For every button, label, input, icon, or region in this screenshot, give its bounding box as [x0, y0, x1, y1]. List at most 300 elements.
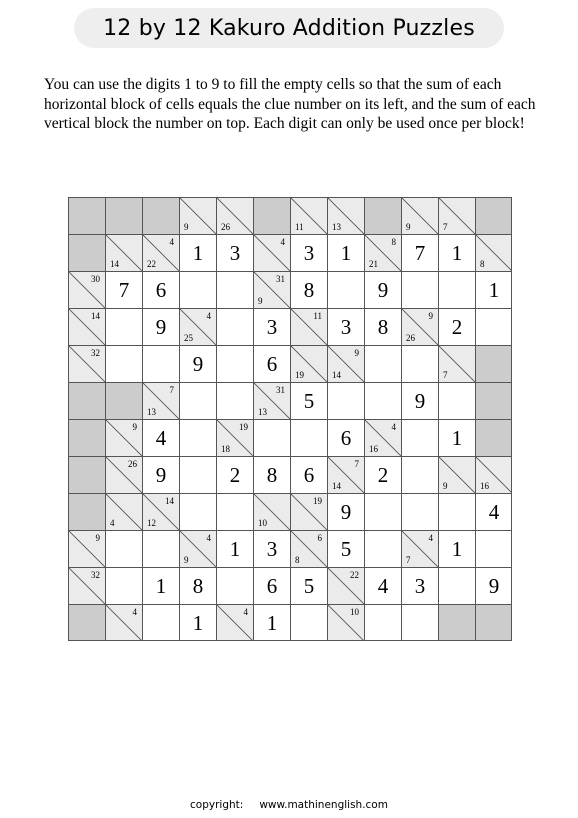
- cell-digit: 1: [451, 536, 463, 561]
- across-clue: 26: [128, 459, 137, 469]
- down-clue: 13: [147, 407, 156, 417]
- down-clue: 16: [369, 444, 378, 454]
- across-clue: 9: [428, 311, 433, 321]
- cell-digit: [217, 568, 253, 604]
- answer-cell[interactable]: [365, 383, 402, 420]
- answer-cell[interactable]: [402, 568, 439, 605]
- down-clue: 13: [332, 222, 341, 232]
- cell-digit: 2: [377, 462, 389, 487]
- answer-cell[interactable]: [217, 235, 254, 272]
- cell-digit: [143, 346, 179, 382]
- block-cell: [106, 383, 143, 420]
- answer-cell[interactable]: [402, 420, 439, 457]
- clue-cell: [365, 420, 402, 457]
- block-cell: [69, 383, 106, 420]
- answer-cell[interactable]: [402, 346, 439, 383]
- block-cell: [476, 420, 512, 457]
- clue-cell: [254, 494, 291, 531]
- cell-digit: [328, 272, 364, 308]
- across-clue: 30: [91, 274, 100, 284]
- diagonal-divider: [291, 494, 328, 531]
- answer-cell[interactable]: [217, 309, 254, 346]
- answer-cell[interactable]: [402, 457, 439, 494]
- answer-cell[interactable]: [180, 383, 217, 420]
- cell-digit: 1: [266, 610, 278, 635]
- clue-cell: [291, 198, 328, 235]
- block-cell: [365, 198, 402, 235]
- clue-cell: [291, 494, 328, 531]
- answer-cell[interactable]: [143, 309, 180, 346]
- cell-digit: [217, 272, 253, 308]
- answer-cell[interactable]: [291, 420, 328, 457]
- answer-cell[interactable]: [143, 605, 180, 641]
- cell-digit: 1: [155, 573, 167, 598]
- cell-digit: 9: [192, 351, 204, 376]
- block-cell: [69, 420, 106, 457]
- down-clue: 14: [332, 370, 341, 380]
- across-clue: 8: [391, 237, 396, 247]
- across-clue: 22: [350, 570, 359, 580]
- page-title: 12 by 12 Kakuro Addition Puzzles: [74, 8, 504, 48]
- across-clue: 10: [350, 607, 359, 617]
- cell-digit: [402, 420, 438, 456]
- answer-cell[interactable]: [365, 272, 402, 309]
- block-cell: [476, 346, 512, 383]
- cell-digit: 4: [488, 499, 500, 524]
- clue-cell: [217, 420, 254, 457]
- cell-digit: 1: [451, 240, 463, 265]
- cell-digit: 4: [377, 573, 389, 598]
- down-clue: 9: [258, 296, 263, 306]
- block-cell: [143, 198, 180, 235]
- cell-digit: 8: [266, 462, 278, 487]
- answer-cell[interactable]: [476, 568, 512, 605]
- cell-digit: 5: [303, 573, 315, 598]
- cell-digit: 3: [414, 573, 426, 598]
- cell-digit: [291, 605, 327, 641]
- cell-digit: 8: [377, 314, 389, 339]
- clue-cell: [69, 531, 106, 568]
- cell-digit: [365, 605, 401, 641]
- block-cell: [476, 605, 512, 641]
- down-clue: 26: [221, 222, 230, 232]
- down-clue: 26: [406, 333, 415, 343]
- answer-cell[interactable]: [291, 272, 328, 309]
- across-clue: 9: [95, 533, 100, 543]
- diagonal-divider: [328, 568, 365, 605]
- diagonal-divider: [106, 457, 143, 494]
- cell-digit: [180, 457, 216, 493]
- across-clue: 4: [206, 533, 211, 543]
- clue-cell: [143, 235, 180, 272]
- answer-cell[interactable]: [106, 568, 143, 605]
- cell-digit: 2: [229, 462, 241, 487]
- cell-digit: 6: [340, 425, 352, 450]
- across-clue: 4: [391, 422, 396, 432]
- cell-digit: 9: [377, 277, 389, 302]
- answer-cell[interactable]: [143, 568, 180, 605]
- diagonal-divider: [328, 605, 365, 641]
- down-clue: 7: [443, 370, 448, 380]
- clue-cell: [402, 198, 439, 235]
- across-clue: 7: [169, 385, 174, 395]
- kakuro-grid: [68, 197, 512, 641]
- across-clue: 9: [354, 348, 359, 358]
- answer-cell[interactable]: [106, 272, 143, 309]
- cell-digit: 9: [340, 499, 352, 524]
- cell-digit: [217, 494, 253, 530]
- answer-cell[interactable]: [328, 235, 365, 272]
- cell-digit: [439, 272, 475, 308]
- cell-digit: 9: [488, 573, 500, 598]
- block-cell: [69, 235, 106, 272]
- answer-cell[interactable]: [439, 531, 476, 568]
- down-clue: 19: [295, 370, 304, 380]
- clue-cell: [180, 531, 217, 568]
- cell-digit: [217, 346, 253, 382]
- answer-cell[interactable]: [106, 346, 143, 383]
- block-cell: [69, 494, 106, 531]
- across-clue: 4: [206, 311, 211, 321]
- cell-digit: 8: [303, 277, 315, 302]
- answer-cell[interactable]: [217, 346, 254, 383]
- answer-cell[interactable]: [180, 568, 217, 605]
- answer-cell[interactable]: [365, 309, 402, 346]
- diagonal-divider: [254, 235, 291, 272]
- clue-cell: [254, 235, 291, 272]
- across-clue: 19: [239, 422, 248, 432]
- cell-digit: [439, 568, 475, 604]
- answer-cell[interactable]: [439, 272, 476, 309]
- across-clue: 32: [91, 348, 100, 358]
- diagonal-divider: [106, 420, 143, 457]
- cell-digit: [180, 494, 216, 530]
- down-clue: 13: [258, 407, 267, 417]
- answer-cell[interactable]: [254, 346, 291, 383]
- answer-cell[interactable]: [439, 568, 476, 605]
- cell-digit: [402, 272, 438, 308]
- cell-digit: 9: [414, 388, 426, 413]
- clue-cell: [106, 420, 143, 457]
- answer-cell[interactable]: [254, 457, 291, 494]
- down-clue: 4: [110, 518, 115, 528]
- block-cell: [254, 198, 291, 235]
- answer-cell[interactable]: [180, 272, 217, 309]
- answer-cell[interactable]: [106, 531, 143, 568]
- cell-digit: [439, 494, 475, 530]
- answer-cell[interactable]: [143, 272, 180, 309]
- down-clue: 9: [406, 222, 411, 232]
- block-cell: [106, 198, 143, 235]
- answer-cell[interactable]: [180, 420, 217, 457]
- clue-cell: [254, 383, 291, 420]
- cell-digit: [106, 568, 142, 604]
- down-clue: 22: [147, 259, 156, 269]
- clue-cell: [143, 494, 180, 531]
- cell-digit: [365, 531, 401, 567]
- answer-cell[interactable]: [254, 309, 291, 346]
- down-clue: 11: [295, 222, 304, 232]
- answer-cell[interactable]: [402, 272, 439, 309]
- block-cell: [476, 198, 512, 235]
- across-clue: 31: [276, 385, 285, 395]
- across-clue: 4: [243, 607, 248, 617]
- down-clue: 9: [184, 555, 189, 565]
- answer-cell[interactable]: [254, 420, 291, 457]
- diagonal-divider: [291, 309, 328, 346]
- down-clue: 12: [147, 518, 156, 528]
- cell-digit: [476, 309, 512, 345]
- clue-cell: [291, 309, 328, 346]
- clue-cell: [402, 309, 439, 346]
- clue-cell: [254, 272, 291, 309]
- cell-digit: [476, 531, 512, 567]
- answer-cell[interactable]: [328, 309, 365, 346]
- cell-digit: [328, 383, 364, 419]
- answer-cell[interactable]: [328, 531, 365, 568]
- cell-digit: 3: [266, 314, 278, 339]
- answer-cell[interactable]: [476, 309, 512, 346]
- down-clue: 9: [443, 481, 448, 491]
- cell-digit: 1: [192, 610, 204, 635]
- cell-digit: 5: [340, 536, 352, 561]
- cell-digit: 1: [340, 240, 352, 265]
- down-clue: 8: [480, 259, 485, 269]
- diagonal-divider: [69, 272, 106, 309]
- clue-cell: [106, 494, 143, 531]
- cell-digit: [402, 605, 438, 641]
- answer-cell[interactable]: [180, 235, 217, 272]
- answer-cell[interactable]: [365, 457, 402, 494]
- answer-cell[interactable]: [402, 383, 439, 420]
- clue-cell: [69, 568, 106, 605]
- answer-cell[interactable]: [328, 420, 365, 457]
- cell-digit: 3: [303, 240, 315, 265]
- clue-cell: [439, 457, 476, 494]
- answer-cell[interactable]: [439, 309, 476, 346]
- answer-cell[interactable]: [217, 457, 254, 494]
- cell-digit: [180, 272, 216, 308]
- across-clue: 31: [276, 274, 285, 284]
- down-clue: 21: [369, 259, 378, 269]
- website-link[interactable]: www.mathinenglish.com: [259, 799, 388, 811]
- clue-cell: [180, 198, 217, 235]
- cell-digit: [180, 420, 216, 456]
- answer-cell[interactable]: [217, 531, 254, 568]
- down-clue: 7: [406, 555, 411, 565]
- block-cell: [69, 198, 106, 235]
- cell-digit: [180, 383, 216, 419]
- answer-cell[interactable]: [402, 605, 439, 641]
- clue-cell: [328, 605, 365, 641]
- answer-cell[interactable]: [143, 531, 180, 568]
- down-clue: 10: [258, 518, 267, 528]
- answer-cell[interactable]: [217, 383, 254, 420]
- cell-digit: [402, 494, 438, 530]
- copyright-label: copyright:: [190, 799, 244, 811]
- answer-cell[interactable]: [180, 346, 217, 383]
- answer-cell[interactable]: [254, 568, 291, 605]
- cell-digit: [439, 383, 475, 419]
- cell-digit: 6: [155, 277, 167, 302]
- cell-digit: 1: [192, 240, 204, 265]
- cell-digit: 7: [118, 277, 130, 302]
- block-cell: [69, 605, 106, 641]
- answer-cell[interactable]: [106, 309, 143, 346]
- cell-digit: 5: [303, 388, 315, 413]
- across-clue: 4: [280, 237, 285, 247]
- answer-cell[interactable]: [217, 494, 254, 531]
- cell-digit: 3: [340, 314, 352, 339]
- block-cell: [439, 605, 476, 641]
- clue-cell: [291, 531, 328, 568]
- clue-cell: [328, 457, 365, 494]
- answer-cell[interactable]: [180, 457, 217, 494]
- cell-digit: [143, 531, 179, 567]
- answer-cell[interactable]: [217, 568, 254, 605]
- clue-cell: [439, 198, 476, 235]
- across-clue: 9: [132, 422, 137, 432]
- cell-digit: [217, 309, 253, 345]
- clue-cell: [106, 605, 143, 641]
- clue-cell: [69, 309, 106, 346]
- cell-digit: [365, 383, 401, 419]
- diagonal-divider: [69, 531, 106, 568]
- clue-cell: [143, 383, 180, 420]
- clue-cell: [439, 346, 476, 383]
- answer-cell[interactable]: [439, 383, 476, 420]
- clue-cell: [328, 346, 365, 383]
- clue-cell: [217, 198, 254, 235]
- answer-cell[interactable]: [291, 383, 328, 420]
- answer-cell[interactable]: [476, 494, 512, 531]
- cell-digit: 1: [229, 536, 241, 561]
- answer-cell[interactable]: [328, 494, 365, 531]
- cell-digit: 3: [229, 240, 241, 265]
- answer-cell[interactable]: [365, 568, 402, 605]
- clue-cell: [106, 457, 143, 494]
- answer-cell[interactable]: [439, 494, 476, 531]
- across-clue: 4: [428, 533, 433, 543]
- answer-cell[interactable]: [439, 235, 476, 272]
- answer-cell[interactable]: [402, 494, 439, 531]
- clue-cell: [328, 568, 365, 605]
- answer-cell[interactable]: [439, 420, 476, 457]
- cell-digit: [143, 605, 179, 641]
- answer-cell[interactable]: [180, 605, 217, 641]
- cell-digit: 8: [192, 573, 204, 598]
- across-clue: 6: [317, 533, 322, 543]
- clue-cell: [217, 605, 254, 641]
- down-clue: 7: [443, 222, 448, 232]
- diagonal-divider: [106, 605, 143, 641]
- cell-digit: [106, 346, 142, 382]
- clue-cell: [365, 235, 402, 272]
- across-clue: 14: [165, 496, 174, 506]
- cell-digit: [254, 420, 290, 456]
- clue-cell: [69, 272, 106, 309]
- across-clue: 32: [91, 570, 100, 580]
- cell-digit: 4: [155, 425, 167, 450]
- down-clue: 9: [184, 222, 189, 232]
- answer-cell[interactable]: [291, 235, 328, 272]
- clue-cell: [291, 346, 328, 383]
- cell-digit: 1: [451, 425, 463, 450]
- cell-digit: 3: [266, 536, 278, 561]
- answer-cell[interactable]: [254, 605, 291, 641]
- cell-digit: 2: [451, 314, 463, 339]
- across-clue: 19: [313, 496, 322, 506]
- answer-cell[interactable]: [402, 235, 439, 272]
- cell-digit: [291, 420, 327, 456]
- diagonal-divider: [69, 568, 106, 605]
- answer-cell[interactable]: [328, 383, 365, 420]
- cell-digit: 1: [488, 277, 500, 302]
- clue-cell: [180, 309, 217, 346]
- clue-cell: [69, 346, 106, 383]
- across-clue: 4: [169, 237, 174, 247]
- diagonal-divider: [217, 605, 254, 641]
- answer-cell[interactable]: [476, 272, 512, 309]
- block-cell: [69, 457, 106, 494]
- instructions-text: You can use the digits 1 to 9 to fill the empty cells so that the sum of each horizontal block of cells equals the clue number on its left, and the sum of each vertical block the number on top. Each digit can only be used once per block!: [44, 76, 536, 132]
- diagonal-divider: [69, 346, 106, 383]
- answer-cell[interactable]: [143, 420, 180, 457]
- down-clue: 14: [110, 259, 119, 269]
- cell-digit: 6: [266, 573, 278, 598]
- answer-cell[interactable]: [365, 494, 402, 531]
- block-cell: [476, 383, 512, 420]
- down-clue: 14: [332, 481, 341, 491]
- cell-digit: [217, 383, 253, 419]
- answer-cell[interactable]: [476, 531, 512, 568]
- answer-cell[interactable]: [365, 346, 402, 383]
- down-clue: 18: [221, 444, 230, 454]
- answer-cell[interactable]: [143, 346, 180, 383]
- clue-cell: [328, 198, 365, 235]
- down-clue: 25: [184, 333, 193, 343]
- answer-cell[interactable]: [365, 531, 402, 568]
- down-clue: 8: [295, 555, 300, 565]
- answer-cell[interactable]: [180, 494, 217, 531]
- across-clue: 11: [313, 311, 322, 321]
- cell-digit: [402, 457, 438, 493]
- cell-digit: [106, 309, 142, 345]
- cell-digit: [365, 346, 401, 382]
- answer-cell[interactable]: [291, 568, 328, 605]
- down-clue: 16: [480, 481, 489, 491]
- across-clue: 7: [354, 459, 359, 469]
- answer-cell[interactable]: [217, 272, 254, 309]
- cell-digit: 9: [155, 462, 167, 487]
- answer-cell[interactable]: [365, 605, 402, 641]
- cell-digit: 7: [414, 240, 426, 265]
- cell-digit: [402, 346, 438, 382]
- cell-digit: [106, 531, 142, 567]
- footer: [0, 799, 578, 811]
- cell-digit: 6: [303, 462, 315, 487]
- cell-digit: 9: [155, 314, 167, 339]
- answer-cell[interactable]: [291, 457, 328, 494]
- across-clue: 14: [91, 311, 100, 321]
- answer-cell[interactable]: [291, 605, 328, 641]
- diagonal-divider: [69, 309, 106, 346]
- clue-cell: [402, 531, 439, 568]
- answer-cell[interactable]: [328, 272, 365, 309]
- answer-cell[interactable]: [143, 457, 180, 494]
- clue-cell: [106, 235, 143, 272]
- answer-cell[interactable]: [254, 531, 291, 568]
